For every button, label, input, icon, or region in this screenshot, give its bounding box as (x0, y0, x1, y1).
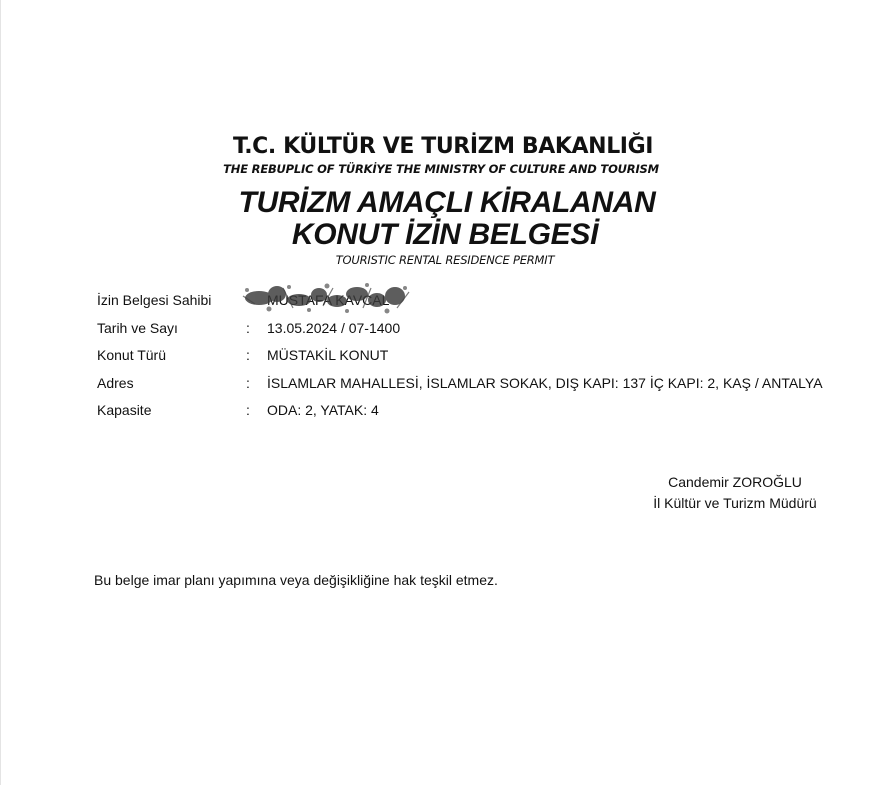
field-colon: : (246, 402, 250, 418)
field-label: Adres (97, 374, 134, 391)
ministry-name-turkish: T.C. KÜLTÜR VE TURİZM BAKANLIĞI (232, 134, 654, 159)
field-label: İzin Belgesi Sahibi (97, 292, 212, 308)
permit-fields (97, 288, 877, 426)
field-row-capacity (97, 398, 877, 426)
field-colon: : (246, 347, 250, 363)
footer-disclaimer: Bu belge imar planı yapımına veya değişikliğine hak teşkil etmez. (94, 572, 498, 588)
field-colon: : (246, 374, 250, 391)
field-colon: : (246, 319, 250, 336)
field-value-residence-type: MÜSTAKİL KONUT (267, 347, 389, 363)
field-row-owner (97, 288, 877, 316)
field-value-capacity: ODA: 2, YATAK: 4 (267, 402, 379, 418)
title-line-2: KONUT İZİN BELGESİ (291, 218, 599, 251)
field-row-date-number (97, 316, 877, 344)
field-label: Tarih ve Sayı (97, 319, 178, 336)
page-edge (0, 0, 1, 785)
ministry-header (0, 132, 890, 176)
ministry-name-english: THE REBUPLIC OF TÜRKİYE THE MINISTRY OF CULTURE AND TOURISM (223, 162, 659, 176)
redaction-scribble-icon (239, 282, 411, 316)
field-label: Kapasite (97, 402, 152, 418)
title-line-1: TURİZM AMAÇLI KİRALANAN (238, 186, 656, 219)
document-title (0, 187, 890, 267)
signatory-name: Candemir ZOROĞLU (668, 474, 802, 490)
signatory-title: İl Kültür ve Turizm Müdürü (653, 495, 817, 511)
field-label: Konut Türü (97, 347, 167, 363)
field-row-address (97, 371, 877, 399)
field-value-date-number: 13.05.2024 / 07-1400 (267, 319, 401, 336)
field-value-address: İSLAMLAR MAHALLESİ, İSLAMLAR SOKAK, DIŞ KAPI: 137 İÇ KAPI: 2, KAŞ / ANTALYA (267, 374, 823, 391)
field-row-residence-type (97, 343, 877, 371)
title-english: TOURISTIC RENTAL RESIDENCE PERMIT (335, 253, 555, 267)
signature-block (600, 472, 870, 514)
